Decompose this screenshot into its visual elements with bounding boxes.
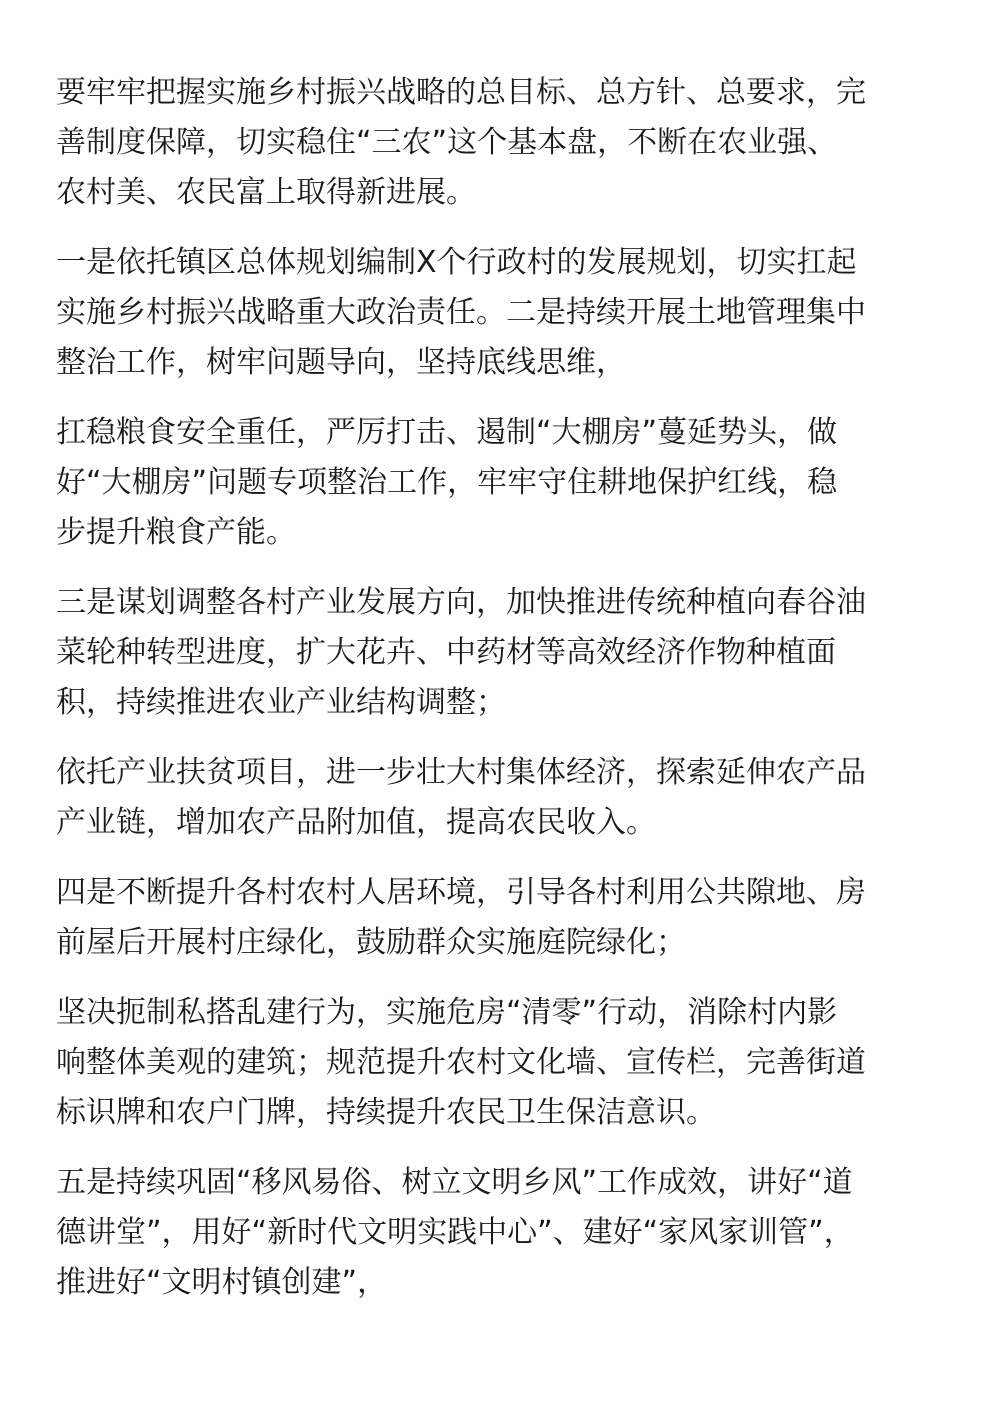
paragraph-3: 扛稳粮食安全重任，严厉打击、遏制“大棚房”蔓延势头，做好“大棚房”问题专项整治工作，牢牢守住耕地保护红线，稳步提升粮食产能。 [56,415,838,550]
paragraph-1: 要牢牢把握实施乡村振兴战略的总目标、总方针、总要求，完善制度保障，切实稳住“三农”这个基本盘，不断在农业强、农村美、农民富上取得新进展。 [56,75,866,210]
paragraph-4: 三是谋划调整各村产业发展方向，加快推进传统种植向春谷油菜轮种转型进度，扩大花卉、中药材等高效经济作物种植面积，持续推进农业产业结构调整； [56,585,866,720]
paragraph-2: 一是依托镇区总体规划编制X个行政村的发展规划，切实扛起实施乡村振兴战略重大政治责任。二是持续开展土地管理集中整治工作，树牢问题导向，坚持底线思维， [56,245,866,380]
paragraph-7: 坚决扼制私搭乱建行为，实施危房“清零”行动，消除村内影响整体美观的建筑；规范提升农村文化墙、宣传栏，完善街道标识牌和农户门牌，持续提升农民卫生保洁意识。 [56,995,866,1130]
document-body [56,68,866,1328]
paragraph-6: 四是不断提升各村农村人居环境，引导各村利用公共隙地、房前屋后开展村庄绿化，鼓励群众实施庭院绿化； [56,875,866,960]
paragraph-8: 五是持续巩固“移风易俗、树立文明乡风”工作成效，讲好“道德讲堂”，用好“新时代文明实践中心”、建好“家风家训管”，推进好“文明村镇创建”， [56,1165,854,1300]
paragraph-5: 依托产业扶贫项目，进一步壮大村集体经济，探索延伸农产品产业链，增加农产品附加值，提高农民收入。 [56,755,866,840]
